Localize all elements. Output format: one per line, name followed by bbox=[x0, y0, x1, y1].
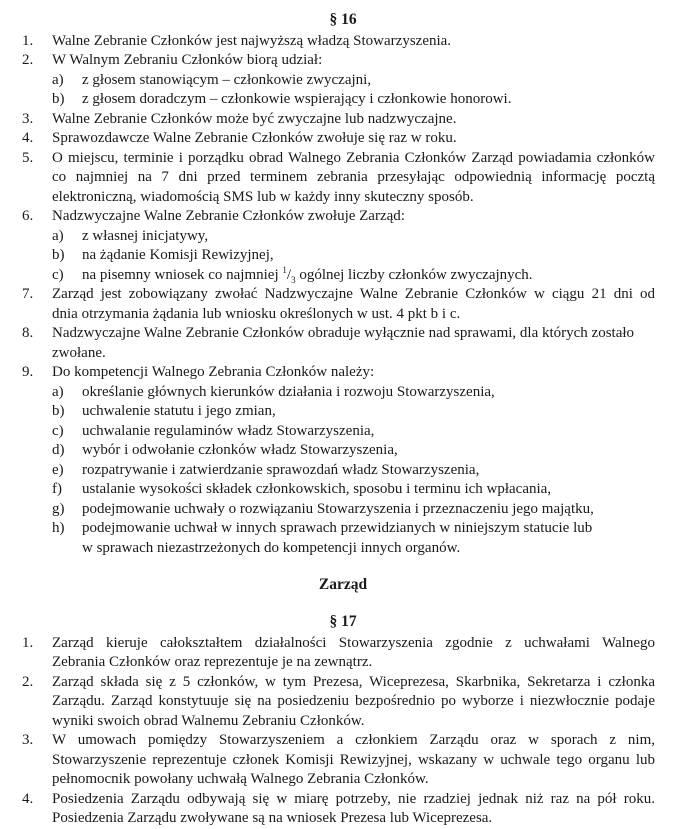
item-number: 9. bbox=[22, 364, 34, 380]
sub-item-letter: a) bbox=[52, 384, 64, 400]
text-fragment: na pisemny wniosek co najmniej bbox=[82, 267, 283, 283]
sub-item-text: z głosem doradczym – członkowie wspierający i członkowie honorowi. bbox=[82, 91, 512, 107]
item-text: pełnomocnik powołany uchwałą Walnego Zebrania Członków. bbox=[52, 771, 429, 787]
sub-item-letter: c) bbox=[52, 423, 64, 439]
item-number: 3. bbox=[22, 111, 34, 127]
sub-item-letter: a) bbox=[52, 228, 64, 244]
sub-item-text: na pisemny wniosek co najmniej $^1/_3$ ogólnej liczby członków zwyczajnych. bbox=[82, 265, 533, 285]
sub-item-letter: g) bbox=[52, 501, 65, 517]
sub-item-text: uchwalenie statutu i jego zmian, bbox=[82, 403, 276, 419]
sub-item-letter: b) bbox=[52, 91, 65, 107]
sub-item-letter: d) bbox=[52, 442, 65, 458]
item-number: 2. bbox=[22, 674, 34, 690]
sub-item-text: na żądanie Komisji Rewizyjnej, bbox=[82, 247, 274, 263]
item-number: 3. bbox=[22, 732, 34, 748]
item-text: Walne Zebranie Członków jest najwyższą władzą Stowarzyszenia. bbox=[52, 33, 452, 49]
sub-item-letter: f) bbox=[52, 481, 62, 497]
item-number: 1. bbox=[22, 33, 34, 49]
sub-item-letter: e) bbox=[52, 462, 64, 478]
item-text: Nadzwyczajne Walne Zebranie Członków zwołuje Zarząd: bbox=[52, 208, 405, 224]
sub-item-text: ustalanie wysokości składek członkowskich, sposobu i terminu ich wpłacania, bbox=[82, 481, 552, 497]
item-text: dnia otrzymania żądania lub wniosku określonych w ust. 4 pkt b i c. bbox=[52, 306, 461, 322]
sub-item-letter: h) bbox=[52, 520, 65, 536]
item-text: elektroniczną, wiadomością SMS lub w każdy inny skuteczny sposób. bbox=[52, 189, 474, 205]
item-text: co najmniej na 7 dni przed terminem zebrania przesyłając odpowiednią informację pocztą bbox=[52, 169, 655, 185]
section-17-heading: § 17 bbox=[329, 613, 357, 630]
item-number: 1. bbox=[22, 635, 34, 651]
item-text: Zarządu. Zarząd konstytuuje się na posiedzeniu bezpośrednio po wyborze i niezwłocznie podaje bbox=[52, 693, 655, 709]
sub-item-letter: c) bbox=[52, 267, 64, 283]
item-text: zwołane. bbox=[52, 345, 106, 361]
sub-item-text: podejmowanie uchwał w innych sprawach przewidzianych w niniejszym statucie lub bbox=[82, 520, 593, 536]
text-fragment: ogólnej liczby członków zwyczajnych. bbox=[295, 267, 533, 283]
item-text: Posiedzenia Zarządu zwoływane są na wniosek Prezesa lub Wiceprezesa. bbox=[52, 810, 493, 826]
item-text: Zarząd składa się z 5 członków, w tym Prezesa, Wiceprezesa, Skarbnika, Sekretarza i członka bbox=[52, 674, 655, 690]
sub-item-letter: b) bbox=[52, 403, 65, 419]
section-16-heading: § 16 bbox=[329, 11, 357, 28]
item-text: W umowach pomiędzy Stowarzyszeniem a członkiem Zarządu oraz w sporach z nim, bbox=[52, 732, 655, 748]
item-text: wyniki swoich obrad Walnemu Zebraniu Członków. bbox=[52, 713, 365, 729]
item-text: Zarząd kieruje całokształtem działalności Stowarzyszenia zgodnie z uchwałami Walnego bbox=[52, 635, 655, 651]
item-text: Sprawozdawcze Walne Zebranie Członków zwołuje się raz w roku. bbox=[52, 130, 457, 146]
item-text: Zebrania Członków oraz reprezentuje je na zewnątrz. bbox=[52, 654, 373, 670]
item-number: 4. bbox=[22, 791, 34, 807]
chapter-title: Zarząd bbox=[318, 576, 368, 593]
sub-item-text: uchwalanie regulaminów władz Stowarzyszenia, bbox=[82, 423, 375, 439]
item-number: 4. bbox=[22, 130, 34, 146]
sub-item-text: w sprawach niezastrzeżonych do kompetencji innych organów. bbox=[82, 540, 461, 556]
item-number: 6. bbox=[22, 208, 34, 224]
item-text: Do kompetencji Walnego Zebrania Członków należy: bbox=[52, 364, 375, 380]
item-number: 8. bbox=[22, 325, 34, 341]
sub-item-letter: a) bbox=[52, 72, 64, 88]
sub-item-text: określanie głównych kierunków działania i rozwoju Stowarzyszenia, bbox=[82, 384, 495, 400]
item-text: Nadzwyczajne Walne Zebranie Członków obraduje wyłącznie nad sprawami, dla których zostało bbox=[52, 325, 635, 341]
sub-item-text: podejmowanie uchwały o rozwiązaniu Stowarzyszenia i przeznaczeniu jego majątku, bbox=[82, 501, 594, 517]
item-text: O miejscu, terminie i porządku obrad Walnego Zebrania Członków Zarząd powiadamia członków bbox=[52, 150, 655, 166]
item-number: 7. bbox=[22, 286, 34, 302]
item-number: 2. bbox=[22, 52, 34, 68]
fraction-denominator: 3 bbox=[291, 275, 296, 285]
item-text: Stowarzyszenie reprezentuje członek Komisji Rewizyjnej, wskazany w uchwale tego organu lub bbox=[52, 752, 655, 768]
item-text: Zarząd jest zobowiązany zwołać Nadzwyczajne Walne Zebranie Członków w ciągu 21 dni od bbox=[52, 286, 655, 302]
fraction-numerator: 1 bbox=[282, 265, 287, 275]
sub-item-text: wybór i odwołanie członków władz Stowarzyszenia, bbox=[82, 442, 398, 458]
sub-item-letter: b) bbox=[52, 247, 65, 263]
item-text: Walne Zebranie Członków może być zwyczajne lub nadzwyczajne. bbox=[52, 111, 457, 127]
sub-item-text: z własnej inicjatywy, bbox=[82, 228, 209, 244]
item-text: W Walnym Zebraniu Członków biorą udział: bbox=[52, 52, 323, 68]
item-number: 5. bbox=[22, 150, 34, 166]
sub-item-text: z głosem stanowiącym – członkowie zwyczajni, bbox=[82, 72, 372, 88]
item-text: Posiedzenia Zarządu odbywają się w miarę potrzeby, nie rzadziej jednak niż raz na pół roku. bbox=[52, 791, 655, 807]
sub-item-text: rozpatrywanie i zatwierdzanie sprawozdań władz Stowarzyszenia, bbox=[82, 462, 480, 478]
